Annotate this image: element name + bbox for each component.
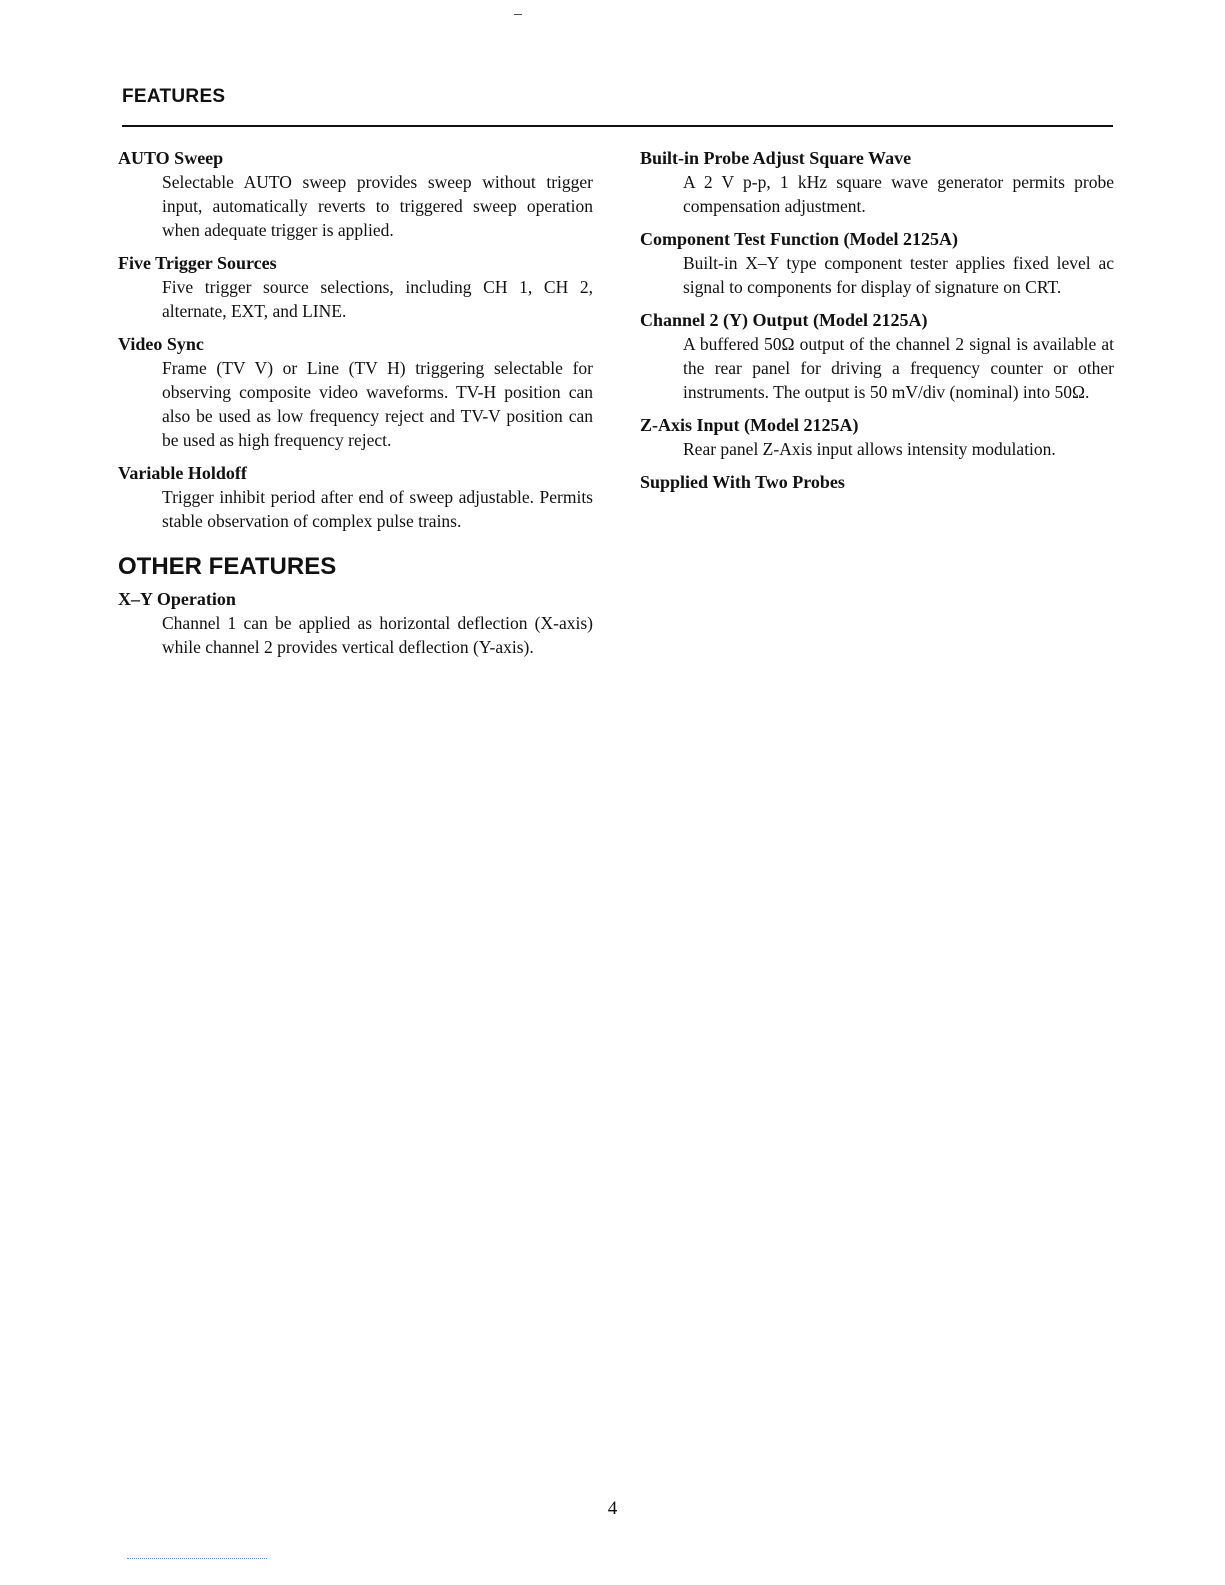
left-column	[118, 146, 593, 668]
feature-description: Rear panel Z-Axis input allows intensity modulation.	[683, 439, 1056, 459]
feature-description: A buffered 50Ω output of the channel 2 signal is available at the rear panel for driving a frequency counter or other instruments. The output is 50 mV/div (nominal) into 50Ω.	[683, 334, 1114, 402]
feature-title: Supplied With Two Probes	[640, 472, 845, 492]
feature-title: Variable Holdoff	[118, 463, 247, 483]
right-column	[640, 146, 1114, 503]
feature-description: Frame (TV V) or Line (TV H) triggering selectable for observing composite video waveforms. TV-H position can also be used as low frequency reject and TV-V position can be used as high frequency reject.	[162, 358, 593, 450]
feature-title: Component Test Function (Model 2125A)	[640, 229, 959, 249]
feature-title: Video Sync	[118, 334, 204, 354]
feature-title: X–Y Operation	[118, 589, 236, 609]
feature-description: Selectable AUTO sweep provides sweep without trigger input, automatically reverts to triggered sweep operation when adequate trigger is applied.	[162, 172, 593, 240]
feature-title: Channel 2 (Y) Output (Model 2125A)	[640, 310, 928, 330]
footer-mark	[127, 1558, 267, 1559]
feature-two-probes	[640, 470, 1114, 494]
feature-channel2-output	[640, 308, 1114, 404]
feature-variable-holdoff	[118, 461, 593, 533]
feature-z-axis-input	[640, 413, 1114, 461]
feature-description: Built-in X–Y type component tester applies fixed level ac signal to components for display of signature on CRT.	[683, 253, 1114, 297]
page-number: 4	[607, 1498, 618, 1519]
feature-probe-adjust	[640, 146, 1114, 218]
feature-video-sync	[118, 332, 593, 452]
feature-xy-operation	[118, 587, 593, 659]
feature-title: Z-Axis Input (Model 2125A)	[640, 415, 859, 435]
feature-title: AUTO Sweep	[118, 148, 224, 168]
scan-mark	[514, 14, 522, 15]
feature-title: Built-in Probe Adjust Square Wave	[640, 148, 912, 168]
feature-description: Trigger inhibit period after end of sweep adjustable. Permits stable observation of complex pulse trains.	[162, 487, 593, 531]
feature-five-trigger-sources	[118, 251, 593, 323]
page-title: FEATURES	[122, 86, 226, 107]
feature-component-test	[640, 227, 1114, 299]
header-divider	[122, 125, 1113, 127]
feature-title: Five Trigger Sources	[118, 253, 277, 273]
feature-auto-sweep	[118, 146, 593, 242]
feature-description: Five trigger source selections, including CH 1, CH 2, alternate, EXT, and LINE.	[162, 277, 593, 321]
section-heading-other-features: OTHER FEATURES	[118, 553, 337, 580]
feature-description: Channel 1 can be applied as horizontal deflection (X-axis) while channel 2 provides vertical deflection (Y-axis).	[162, 613, 593, 657]
feature-description: A 2 V p-p, 1 kHz square wave generator permits probe compensation adjustment.	[683, 172, 1114, 216]
